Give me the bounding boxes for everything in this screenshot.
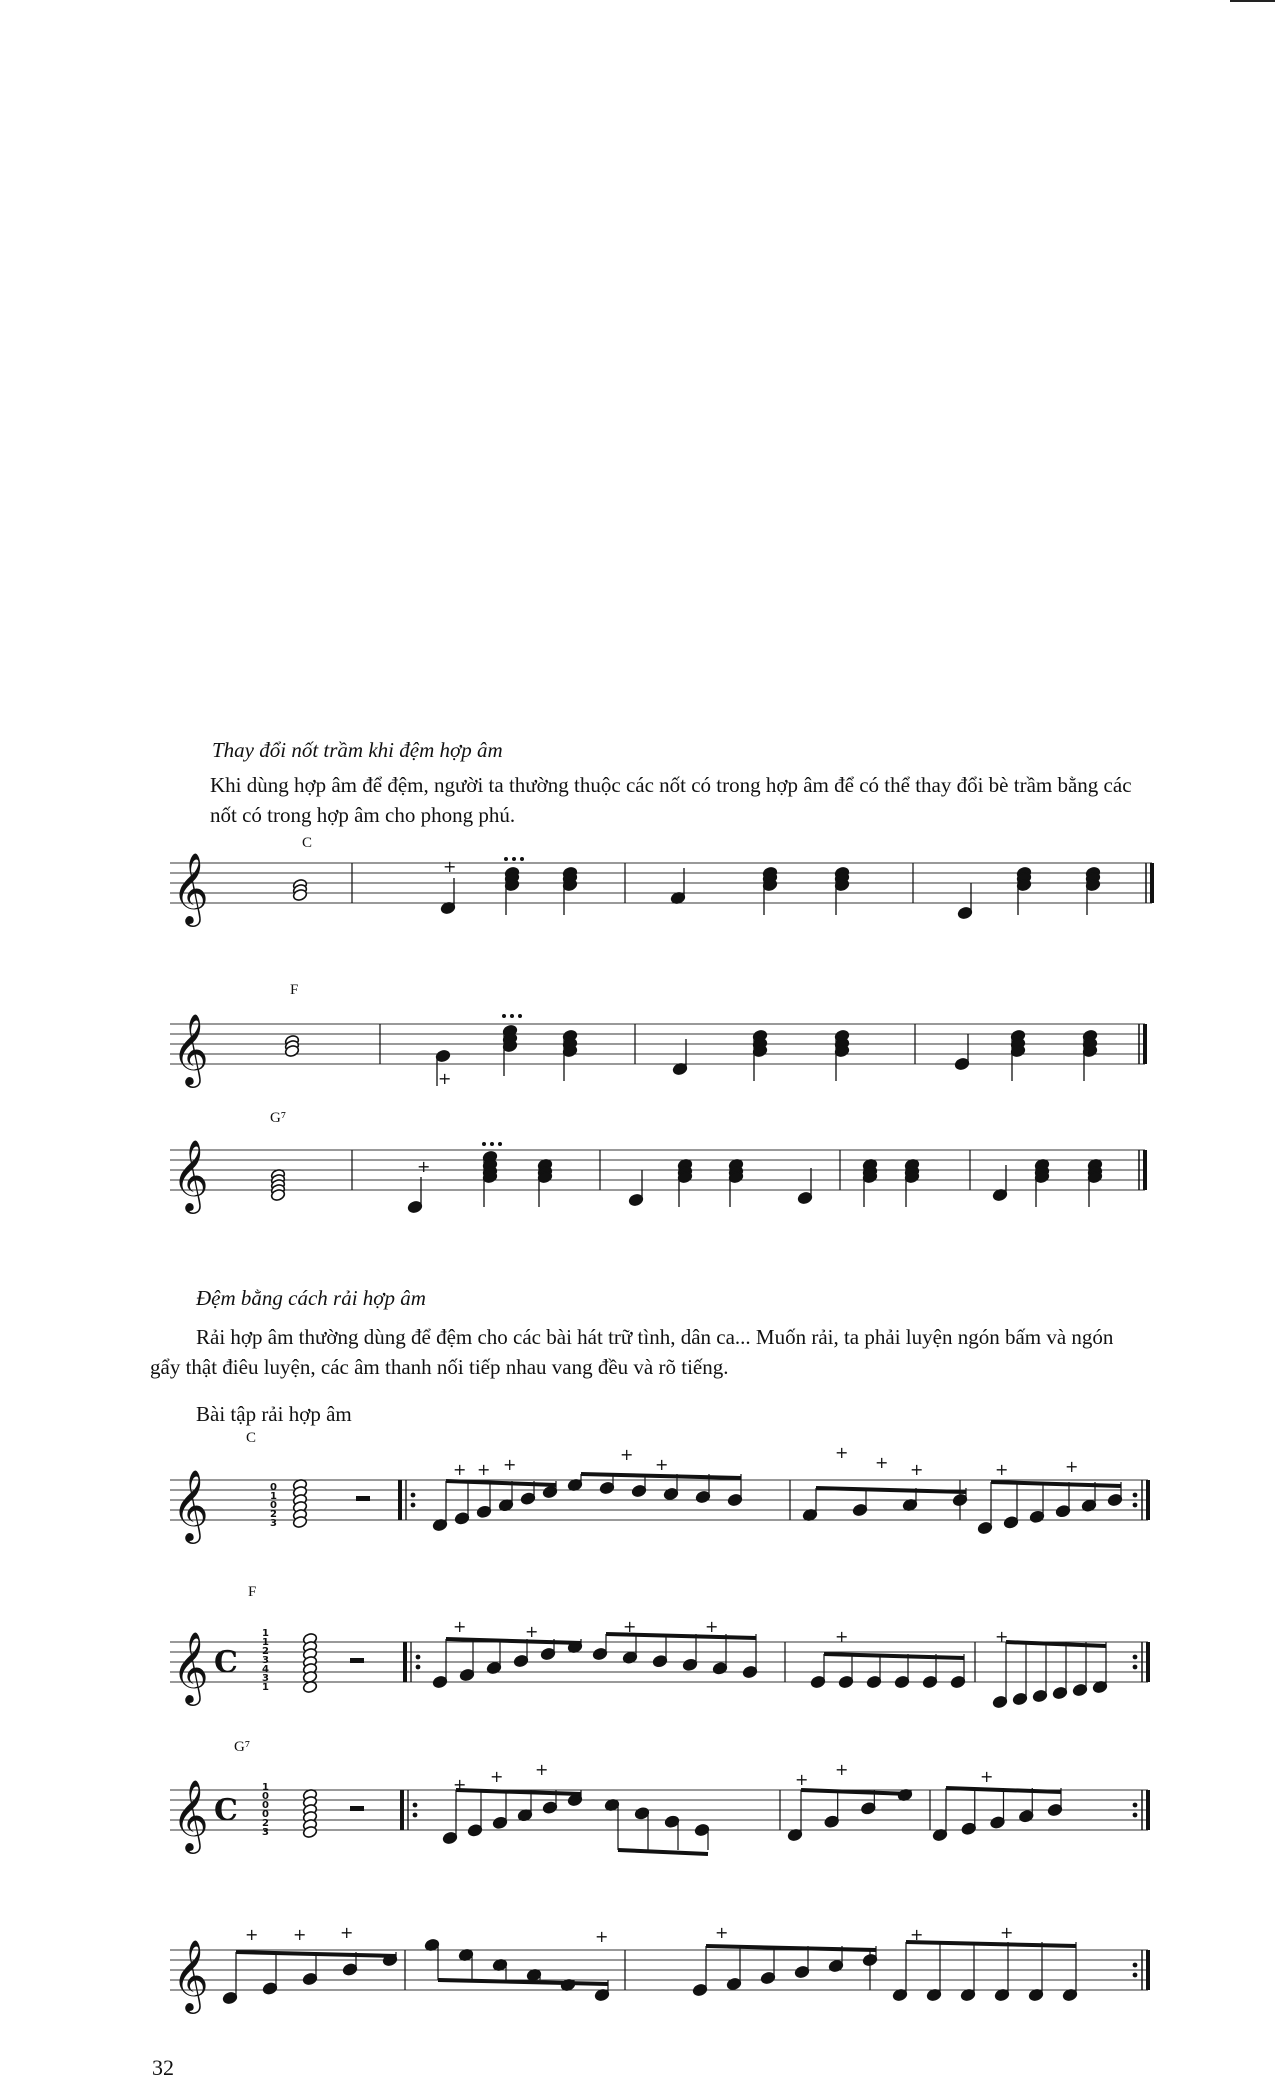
stroke-mark: + — [875, 1453, 889, 1472]
stroke-mark: + — [835, 1443, 849, 1462]
repeat-dot — [413, 1803, 418, 1808]
chord-symbol: C — [246, 1430, 257, 1446]
treble-clef-icon: 𝄞 — [172, 1778, 209, 1851]
fingering-number: 1 — [262, 1637, 269, 1648]
stroke-mark: + — [655, 1455, 669, 1474]
beam — [706, 1946, 876, 1950]
staff-notation — [0, 1110, 1275, 1240]
finger-dot — [482, 1142, 486, 1146]
paragraph-arpeggio: Rải hợp âm thường dùng để đệm cho các bài hát trữ tình, dân ca... Muốn rải, ta phải luyện ngón bấm và ngón gẩy thật điêu luyện, các âm thanh nối tiếp nhau vang đều và rõ tiếng. — [150, 1325, 1114, 1379]
beam — [946, 1788, 1061, 1792]
treble-clef-icon: 𝄞 — [172, 1630, 209, 1703]
fingering-number: 0 — [270, 1482, 277, 1493]
staff-row-7 — [0, 1900, 1275, 2030]
beam — [991, 1482, 1121, 1486]
chord-symbol: F — [290, 982, 299, 998]
beam — [1006, 1642, 1106, 1646]
repeat-dot — [413, 1813, 418, 1818]
rest — [350, 1658, 364, 1663]
fingering-number: 0 — [262, 1791, 269, 1802]
fingering-number: 2 — [270, 1509, 277, 1520]
finger-dot — [498, 1142, 502, 1146]
fingering-number: 3 — [270, 1518, 277, 1529]
repeat-dot — [411, 1493, 416, 1498]
stroke-mark: + — [477, 1460, 491, 1479]
treble-clef-icon: 𝄞 — [172, 1938, 209, 2011]
page-edge-mark — [1230, 0, 1275, 2]
exercise-label: Bài tập rải hợp âm — [196, 1402, 352, 1426]
fingering-number: 1 — [270, 1491, 277, 1502]
repeat-dot — [416, 1665, 421, 1670]
repeat-dot — [1133, 1803, 1138, 1808]
stroke-mark: + — [453, 1617, 467, 1636]
section-title-arpeggio: Đệm bằng cách rải hợp âm — [196, 1286, 426, 1310]
repeat-dot — [1133, 1493, 1138, 1498]
treble-clef-icon: 𝄞 — [172, 1138, 209, 1211]
finger-dot — [490, 1142, 494, 1146]
fingering-number: 4 — [262, 1664, 269, 1675]
beam — [456, 1790, 581, 1794]
stroke-mark: + — [340, 1923, 354, 1942]
stroke-mark: + — [835, 1627, 849, 1646]
beam — [906, 1942, 1076, 1946]
stroke-mark: + — [1000, 1923, 1014, 1942]
finger-dot — [504, 857, 508, 861]
fingering-number: 0 — [262, 1809, 269, 1820]
rest — [350, 1806, 364, 1811]
rest — [356, 1496, 370, 1501]
treble-clef-icon: 𝄞 — [172, 1012, 209, 1085]
stroke-mark: + — [620, 1445, 634, 1464]
beam — [236, 1952, 396, 1956]
stroke-mark: + — [835, 1760, 849, 1779]
stroke-mark: + — [443, 857, 457, 876]
staff-notation — [0, 1428, 1275, 1558]
stroke-mark: + — [535, 1760, 549, 1779]
fingering-number: 2 — [262, 1646, 269, 1657]
stroke-mark: + — [503, 1455, 517, 1474]
beam — [801, 1790, 911, 1794]
treble-clef-icon: 𝄞 — [172, 851, 209, 924]
stroke-mark: + — [438, 1069, 452, 1088]
staff-row-1 — [0, 835, 1275, 965]
repeat-dot — [1133, 1973, 1138, 1978]
stroke-mark: + — [910, 1460, 924, 1479]
staff-notation — [0, 1580, 1275, 1710]
treble-clef-icon: 𝄞 — [172, 1468, 209, 1541]
repeat-dot — [1133, 1665, 1138, 1670]
stroke-mark: + — [705, 1617, 719, 1636]
finger-dot — [502, 1014, 506, 1018]
repeat-dot — [411, 1503, 416, 1508]
finger-dot — [510, 1014, 514, 1018]
stroke-mark: + — [910, 1925, 924, 1944]
staff-notation — [0, 982, 1275, 1112]
staff-notation — [0, 1735, 1275, 1865]
stroke-mark: + — [453, 1460, 467, 1479]
stroke-mark: + — [417, 1157, 431, 1176]
chord-symbol: F — [248, 1584, 257, 1600]
beam — [438, 1980, 608, 1984]
staff-notation — [0, 1900, 1275, 2030]
stroke-mark: + — [995, 1627, 1009, 1646]
stroke-mark: + — [1065, 1457, 1079, 1476]
chord-symbol: G⁷ — [234, 1739, 251, 1755]
staff-row-3 — [0, 1110, 1275, 1240]
stroke-mark: + — [980, 1767, 994, 1786]
time-signature: C — [214, 1793, 238, 1828]
stroke-mark: + — [490, 1767, 504, 1786]
chord-symbol: C — [302, 835, 313, 851]
fingering-number: 0 — [262, 1800, 269, 1811]
staff-row-5 — [0, 1580, 1275, 1710]
fingering-number: 1 — [262, 1682, 269, 1693]
beam — [618, 1850, 708, 1854]
fingering-number: 1 — [262, 1782, 269, 1793]
repeat-dot — [416, 1655, 421, 1660]
fingering-number: 3 — [262, 1827, 269, 1838]
repeat-dot — [1133, 1503, 1138, 1508]
chord-symbol: G⁷ — [270, 1110, 287, 1126]
stroke-mark: + — [623, 1617, 637, 1636]
staff-notation — [0, 835, 1275, 965]
fingering-number: 3 — [262, 1673, 269, 1684]
repeat-dot — [1133, 1813, 1138, 1818]
repeat-dot — [1133, 1655, 1138, 1660]
page-number: 32 — [152, 2055, 174, 2080]
finger-dot — [512, 857, 516, 861]
fingering-number: 2 — [262, 1818, 269, 1829]
beam — [446, 1481, 556, 1485]
time-signature: C — [214, 1645, 238, 1680]
beam — [581, 1474, 741, 1478]
fingering-number: 0 — [270, 1500, 277, 1511]
stroke-mark: + — [715, 1923, 729, 1942]
staff-row-4 — [0, 1428, 1275, 1558]
finger-dot — [518, 1014, 522, 1018]
beam — [824, 1654, 964, 1658]
stroke-mark: + — [595, 1927, 609, 1946]
section-title-bass-change: Thay đổi nốt trầm khi đệm hợp âm — [212, 738, 503, 762]
fingering-number: 1 — [262, 1628, 269, 1639]
stroke-mark: + — [245, 1925, 259, 1944]
stroke-mark: + — [525, 1622, 539, 1641]
fingering-number: 3 — [262, 1655, 269, 1666]
beam — [816, 1488, 966, 1492]
finger-dot — [520, 857, 524, 861]
staff-row-2 — [0, 982, 1275, 1112]
stroke-mark: + — [995, 1460, 1009, 1479]
stroke-mark: + — [795, 1770, 809, 1789]
stroke-mark: + — [293, 1925, 307, 1944]
stroke-mark: + — [453, 1775, 467, 1794]
paragraph-bass-change: Khi dùng hợp âm để đệm, người ta thường thuộc các nốt có trong hợp âm để có thể thay đổi bè trầm bằng các nốt có trong hợp âm cho phong phú. — [210, 773, 1132, 827]
staff-row-6 — [0, 1735, 1275, 1865]
repeat-dot — [1133, 1963, 1138, 1968]
